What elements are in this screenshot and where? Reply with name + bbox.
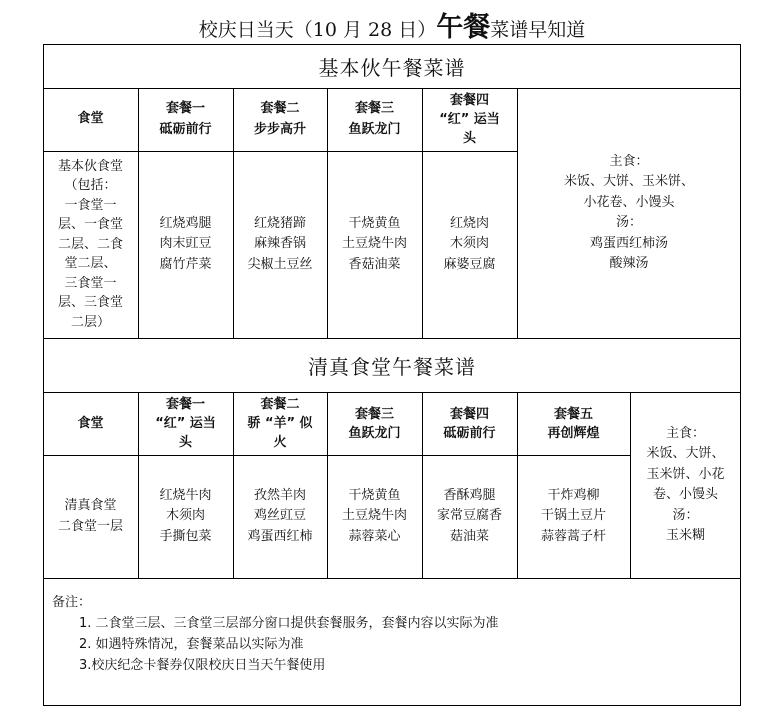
s2-set3-dishes: 干烧黄鱼 土豆烧牛肉 蒜蓉菜心 xyxy=(341,487,407,544)
s1-set4-dishes: 红烧肉 木须肉 麻婆豆腐 xyxy=(443,215,496,272)
section2-title: 清真食堂午餐菜谱 xyxy=(308,354,476,379)
s2-header-set2: 套餐二 骄 “羊” 似 火 xyxy=(247,397,313,450)
s2-header-canteen: 食堂 xyxy=(77,416,104,431)
title-prefix: 校庆日当天（10 月 28 日） xyxy=(198,19,437,41)
s1-header-set3: 套餐三 鱼跃龙门 xyxy=(348,101,401,137)
s2-header-set1: 套餐一 “红” 运当 头 xyxy=(155,397,216,450)
s1-header-set2: 套餐二 步步高升 xyxy=(253,101,306,137)
page-title xyxy=(0,10,784,48)
note-item-3: 3.校庆纪念卡餐券仅限校庆日当天午餐使用 xyxy=(79,658,326,673)
divider xyxy=(43,578,741,579)
note-item-1: 1. 二食堂三层、三食堂三层部分窗口提供套餐服务，套餐内容以实际为准 xyxy=(79,616,499,631)
s1-header-set4: 套餐四 “红” 运当 头 xyxy=(439,93,500,146)
s1-canteen-cell: 基本伙食堂 （包括： 一食堂一 层、一食堂 二层、二食 堂二层、 三食堂一 层、三食堂 二层） xyxy=(57,158,123,330)
s2-canteen-cell: 清真食堂 二食堂一层 xyxy=(57,498,123,534)
s1-header-set1: 套餐一 砥砺前行 xyxy=(159,101,212,137)
section1-title: 基本伙午餐菜谱 xyxy=(318,55,466,80)
s2-header-set5: 套餐五 再创辉煌 xyxy=(547,406,600,441)
s2-staple-soup: 主食： 米饭、大饼、 玉米饼、小花 卷、小馒头 汤： 玉米糊 xyxy=(646,425,725,543)
s2-set5-dishes: 干炸鸡柳 干锅土豆片 蒜蓉蒿子杆 xyxy=(540,487,606,544)
s2-set1-dishes: 红烧牛肉 木须肉 手撕包菜 xyxy=(159,487,212,544)
s1-staple-soup: 主食： 米饭、大饼、玉米饼、 小花卷、小馒头 汤： 鸡蛋西红柿汤 酸辣汤 xyxy=(563,153,694,271)
s2-set2-dishes: 孜然羊肉 鸡丝豇豆 鸡蛋西红柿 xyxy=(247,487,313,544)
s1-set2-dishes: 红烧猪蹄 麻辣香锅 尖椒土豆丝 xyxy=(247,215,313,272)
s2-header-set4: 套餐四 砥砺前行 xyxy=(443,406,496,441)
title-emphasis: 午餐 xyxy=(436,12,491,43)
s1-set3-dishes: 干烧黄鱼 土豆烧牛肉 香菇油菜 xyxy=(341,215,407,272)
s2-set4-dishes: 香酥鸡腿 家常豆腐香 菇油菜 xyxy=(436,487,502,544)
notes-block xyxy=(52,592,499,676)
s1-header-canteen: 食堂 xyxy=(77,111,104,127)
s1-set1-dishes: 红烧鸡腿 肉末豇豆 腐竹芹菜 xyxy=(159,215,212,272)
note-item-2: 2. 如遇特殊情况，套餐菜品以实际为准 xyxy=(79,637,304,652)
title-suffix: 菜谱早知道 xyxy=(490,19,586,41)
s2-header-set3: 套餐三 鱼跃龙门 xyxy=(348,406,401,441)
notes-label: 备注： xyxy=(52,595,92,610)
